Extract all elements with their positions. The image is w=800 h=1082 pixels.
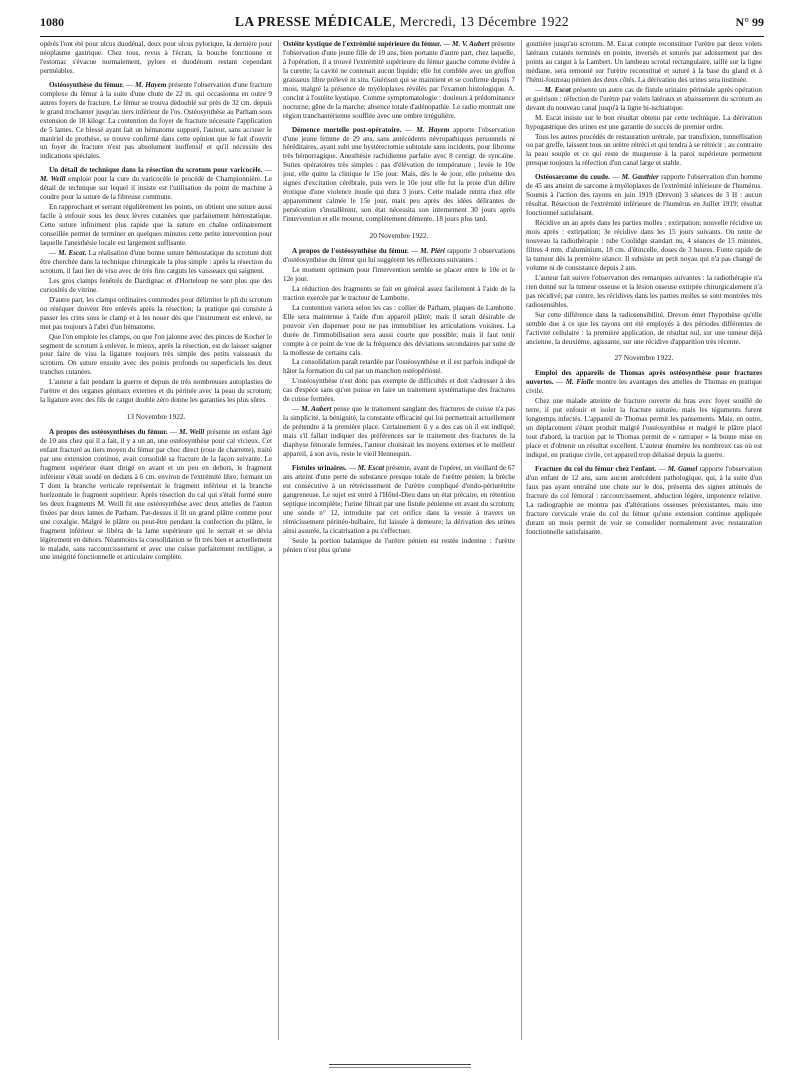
page-number: 1080	[40, 15, 64, 29]
article-heading: Emploi des appareils de Thomas après ostéosynthèse pour fractures ouvertes.	[526, 369, 762, 387]
paragraph: Chez une malade atteinte de fracture ouverte du bras avec foyer souillé de terre, il put enfouir et isoler la fracture suturée, mais les téguments furent longtemps infectés. L'appareil de Thomas permit les pansements. Mais, en outre, un déplacement s'étant produit malgré l'ostéosynthèse et malgré le plâtre placé tout d'abord, la traction par le Thomas permit de « rattraper » la bonne mise en place et d'obtenir un résultat excellent. L'auteur énumère les nombreux cas où est indiqué, en pratique civile, cet appareil trop délaissé depuis la guerre.	[526, 397, 762, 459]
article-heading: Un détail de technique dans la résection du scrotum pour varicocèle.	[49, 166, 263, 175]
article-femur-osteosynthesis-child: A propos des ostéosynthèses du fémur. — M. Weill présente un enfant âgé de 10 ans chez qui il a fait, il y a un an, une ostéosynthèse pour cal vicieux. Cet enfant fracturé au tiers moyen du fémur par choc direct (roue de charrette), traité par une extension continue, avait consolidé sa fracture de la façon suivante. Le fragment supérieur étant dirigé en avant et un peu en dehors, le fragment inférieur s'était soudé en dedans à 6 cm. environ de l'extrémité libre, formant un T dont la branche verticale représentait le fragment inférieur et la branche horizontale le fragment supérieur. Après résection du cal qui s'était formé entre les deux fragments M. Weill fit une ostéosynthèse avec deux attelles de l'auton fixées par deux lames de Parham. Par-dessus il fit un grand plâtre comme pour une coxalgie. Malgré le plâtre ou peut-être pendant la confection du plâtre, le fragment inférieur se libéra de la lame supérieure qui le serrait et se dévia légèrement en dehors. Néanmoins la consolidation se fit très bien et actuellement le malade, sans raccourcissement et avec une cuisse parfaitement rectiligne, a une intégrité fonctionnelle et articulaire complète.	[40, 428, 272, 562]
paragraph: L'auteur a fait pendant la guerre et depuis de très nombreuses autoplasties de l'urètre et des organes génitaux externes et du périnée avec la peau du scrotum; la ligature avec des fils de catgut double zéro donne les garanties les plus sûres.	[40, 378, 272, 405]
paragraph: La consolidation paraît retardée par l'ostéosynthèse et il est parfois indiqué de hâter la formation du cal par un manchon ostéopériosté.	[283, 358, 515, 376]
article-postoperative-dementia: Démence mortelle post-opératoire. — M. Hayem apporte l'observation d'une jeune femme de 29 ans, sans antécédents névropathiques personnels ni héréditaires, ayant subi une hystérectomie subtotale sans incidents, pour fibrome très hémorragique. Anesthésie rachidienne parfaite avec 8 centigr. de syncaïne. Suites opératoires très simples : pas d'élévation de température ; levée le 10e jour, elle quitte la clinique le 15e jour. Mais, dès le 4e jour, elle présente des signes d'excitation cérébrale, puis vers le 10e jour elle fut la proie d'un délire érotique d'une violence inouïe qui dura 3 jours. Cette malade rentra chez elle apparemment calmée le 15e jour, mais peu après des idées délirantes de persécution s'installèrent, son état nécessita son internement 30 jours après l'intervention et elle mourut, complètement démente, 18 jours plus tard.	[283, 125, 515, 224]
article-author: M. V. Aubert	[452, 40, 490, 48]
article-text: présente l'observation d'une jeune fille de 19 ans, bien portante d'autre part, chez laquelle, à l'opération, il a trouvé l'extrémité supérieure du fémur gauche comme évidée à la curette; la cavité ne contenait aucun liquide; elle fut comblée avec un greffon graisseux libre prélevé in situ. Guérison qui se maintient et se confirme depuis 7 mois, malgré la présence de myéloplaxes révélés par l'examen histologique. A. conclut à l'ostéite kystique. Comme symptomatologie : douleurs à prédominance nocturne; gêne de la marche; absence totale d'adénopathie. Le radio montrait une région tranchantérienne soufflée avec une ombre irrégulière.	[283, 40, 515, 120]
article-text: présente, avant de l'opérer, un vieillard de 67 ans atteint d'une perte de substance presque totale de l'urètre pénien; la brèche est consécutive à un rétrécissement de l'urètre compliqué d'endo-périurétrite gangreneuse. Le sujet est entré à l'Hôtel-Dieu dans un état précaire, en rétention septique incomplète; l'urine filtrait par une fistule pénienne en avant du scrotum; une sonde n° 12, introduite par cet orifice dans la vessie à travers un rétrécissement périnéo-bulbaire, fut laissée à demeure; la dérivation des urines ainsi assurée, la cicatrisation a pu s'effectuer.	[283, 463, 515, 535]
paragraph: En rapprochant et serrant régulièrement les points, on obtient une suture aussi facile à enfouir sous les deux lèvres cutanées que parfaitement hémostatique. Cette suture infiniment plus rapide que la suture en chaîne ordinairement conseillée permet de terminer en quelques minutes cette petite intervention pour laquelle l'anesthésie locale est largement suffisante.	[40, 203, 272, 248]
article-heading: A propos des ostéosynthèses du fémur.	[49, 428, 168, 437]
paragraph: La réduction des fragments se fait en général assez facilement à l'aide de la traction exercée par le tracteur de Lambotte.	[283, 284, 515, 302]
paragraph-text: présente un autre cas de fistule urinaire périnéale après opération et guérison : réfection de l'urètre par volets latéraux et abaissement du scrotum au devant du nouveau canal jusqu'à la ligne bi-ischiatique.	[526, 85, 762, 112]
article-author: M. Gamel	[667, 464, 698, 473]
article-author: M. Escat	[544, 85, 571, 94]
issue-number: N° 99	[735, 15, 764, 29]
article-author: M. Aubert	[301, 405, 332, 414]
column-1	[40, 40, 272, 1040]
article-heading: Ostéosynthèse du fémur.	[49, 80, 124, 89]
article-scrotum-resection: Un détail de technique dans la résection du scrotum pour varicocèle. — M. Weill emploie pour la cure du varicocèle le procédé de Championnière. Le détail de technique sur lequel il insiste est l'utilisation du point de machine à coudre pour la suture de la fibreuse commune.	[40, 166, 272, 202]
end-rule	[329, 1067, 471, 1068]
paragraph: L'ostéosynthèse n'est donc pas exempte de difficultés et doit s'adresser à des cas d'espèce sans qu'on puisse en faire un traitement systématique des fractures de cuisse fermées.	[283, 377, 515, 404]
article-text: montre les avantages des attelles de Thomas en pratique civile.	[526, 378, 762, 396]
paragraph: D'autre part, les clamps ordinaires commodes pour délimiter le pli du scrotum ou réséquer doivent être enlevés après la résection; la pratique qui consiste à passer les crins sous le clamp et à les nouer dès que l'instrument est enlevé, ne met pas toujours à l'abri d'un hématome.	[40, 295, 272, 331]
paragraph: Sur cette différence dans la radiosensibilité, Drevon émet l'hypothèse qu'elle semble due à ce que les rayons ont été employés à des périodes différentes de l'activité cellulaire : la première application, de résultat nul, sur une tumeur déjà ancienne, la deuxième, agissante, sur une récidive d'apparition très récente.	[526, 310, 762, 346]
article-cystic-osteitis: Ostéite kystique de l'extrémité supérieure du fémur. — M. V. Aubert présente l'observation d'une jeune fille de 19 ans, bien portante d'autre part, chez laquelle, à l'opération, il a trouvé l'extrémité supérieure du fémur gauche comme évidée à la curette; la cavité ne contenait aucun liquide; elle fut comblée avec un greffon graisseux libre prélevé in situ. Guérison qui se maintient et se confirme depuis 7 mois, malgré la présence de myéloplaxes révélés par l'examen histologique. A. conclut à l'ostéite kystique. Comme symptomatologie : douleurs à prédominance nocturne; gêne de la marche; absence totale d'adénopathie. Le radio montrait une région tranchantérienne soufflée avec une ombre irrégulière.	[283, 40, 515, 120]
article-heading: Ostéosarcome du coude.	[535, 173, 610, 182]
end-rule	[329, 1064, 471, 1065]
paragraph: — M. Aubert pense que le traitement sanglant des fractures de cuisse n'a pas la simplicité, la bénignité, la constante efficacité qui lui permettrait actuellement de prétendre à la première place. Certainement il y a des cas où il est indiqué; mais s'il fallait indiquer des préférences sur le traitement des fractures de la diaphyse fémorale fermées, l'auteur choisirait les moyens externes et le meilleur appareil, à son avis, reste le vieil Hennequin.	[283, 405, 515, 458]
paragraph: Récidive un an après dans les parties molles : extirpation; nouvelle récidive un mois après : extirpation; 3e récidive dans les 15 jours suivants. On tente de nouveau la radiothérapie : tube Coolidge standart nu, 4 séances de 15 minutes, filtres 4 mm. d'aluminium, 18 cm. d'étincelle, doses de 3 heures. Fonte rapide de la tumeur dès la première séance. Il subsiste un petit noyau qui n'a pas changé de volume ni de consistance depuis 2 ans.	[526, 219, 762, 272]
article-text: rapporte l'observation d'un homme de 45 ans atteint de sarcome à myéloplaxes de l'extrémité inférieure de l'humérus. Soumis à l'action des rayons en juin 1919 (Drevon) 3 séances de 3 H : aucun résultat. Résection de l'extrémité inférieure de l'humérus en Juillet 1919; résultat fonctionnel satisfaisant.	[526, 173, 762, 218]
article-author: M. Hayem	[416, 125, 450, 134]
session-date: 20 Novembre 1922.	[369, 231, 429, 241]
paragraph: — M. Escat présente un autre cas de fistule urinaire périnéale après opération et guérison : réfection de l'urètre par volets latéraux et abaissement du scrotum au devant du nouveau canal jusqu'à la ligne bi-ischiatique.	[526, 85, 762, 112]
paragraph-text: pense que le traitement sanglant des fractures de cuisse n'a pas la simplicité, la bénignité, la constante efficacité qui lui permettrait actuellement de prétendre à la première place. Certainement il y a des cas où il est indiqué; mais s'il fallait indiquer des préférences sur le traitement des fractures de la diaphyse fémorale fermées, l'auteur choisirait les moyens externes et le meilleur appareil, à son avis, reste le vieil Hennequin.	[283, 405, 515, 458]
article-author: M. Escat.	[58, 248, 87, 257]
article-femur-osteosynthesis: Ostéosynthèse du fémur. — M. Hayem présente l'observation d'une fracture complexe du fémur à la suite d'une chute de 22 m. qui occasionna en outre 9 autres foyers de fracture. Le fémur se trouva dédoublé sur près de 32 cm. depuis le grand trochanter jusqu'au tiers inférieur de l'os. Ostéosynthèse au Parham sous extension de 18 kilogr. La contention du foyer de fracture nécessite l'application de 5 lames. Ce blessé ayant fait un hématome suppuré, l'auteur, sans accuser le matériel de prothèse, se trouve confirmé dans cette opinion que le fait d'ouvrir un foyer de fracture n'est pas absolument inoffensif et qu'il nécessite des indications spéciales.	[40, 80, 272, 161]
paragraph: opérés l'ont été pour ulcus duodénal, deux pour ulcus pylorique, la dernière pour néoplasme gastrique. Chez tous, revus à l'écran, la bouche fonctionne et l'estomac s'évacue normalement, pylore et duodénum restant cependant perméables.	[40, 40, 272, 75]
article-heading: Fistules urinaires.	[292, 463, 347, 472]
page-header	[40, 14, 764, 37]
paragraph: M. Escat insiste sur le bon résultat obtenu par cette technique. La dérivation hypogastrique des urines est une garantie de succès de premier ordre.	[526, 113, 762, 131]
column-2	[283, 40, 515, 1040]
paragraph: La contention variera selon les cas : collier de Parham, plaques de Lambotte. Elle sera maintenue à l'aide d'un appareil plâtré; mais il serait désirable de pouvoir s'en dispenser pour ne pas immobiliser les articulations voisines. La durée de l'immobilisation sera aussi courte que possible; mais il faut tenir compte à ce point de vue de la fréquence des déviations secondaires par suite de la mollesse de certains cals.	[283, 303, 515, 357]
article-text: rapporte 3 observations d'ostéosynthèse du fémur qui lui suggèrent les réflexions suivantes :	[283, 247, 515, 264]
paragraph: Tous les autres procédés de restauration urétrale, par transfixion, tunnellisation ou par greffe, laissent tous un urètre rétréci et qui tendra à se rétrécir ; au contraire la peau souple et ce qui reste de muqueuse à la paroi supérieure permettent presque toujours la réfection d'un canal large et stable.	[526, 132, 762, 168]
article-heading: Démence mortelle post-opératoire.	[292, 125, 402, 134]
column-divider	[278, 40, 279, 1040]
column-3	[526, 40, 762, 1040]
article-text: présente l'observation d'une fracture complexe du fémur à la suite d'une chute de 22 m. qui occasionna en outre 9 autres foyers de fracture. Le fémur se trouva dédoublé sur près de 32 cm. depuis le grand trochanter jusqu'au tiers inférieur de l'os. Ostéosynthèse au Parham sous extension de 18 kilogr. La contention du foyer de fracture nécessite l'application de 5 lames. Ce blessé ayant fait un hématome suppuré, l'auteur, sans accuser le matériel de prothèse, se trouve confirmé dans cette opinion que le fait d'ouvrir un foyer de fracture n'est pas absolument inoffensif et qu'il nécessite des indications spéciales.	[40, 80, 272, 161]
paragraph-text: La réalisation d'une bonne suture hémostatique du scrotum doit être cherchée dans la technique chirurgicale la plus simple : après la résection du scrotum, il faut lier de visu avec de très fins catguts les vaisseaux qui saignent.	[40, 248, 272, 275]
session-date: 13 Novembre 1922.	[126, 412, 186, 422]
journal-title-line	[40, 14, 764, 30]
article-author: M. Weill	[40, 175, 66, 184]
article-heading: Ostéite kystique de l'extrémité supérieure du fémur.	[283, 40, 442, 48]
article-text: présente un enfant âgé de 10 ans chez qui il a fait, il y a un an, une ostéosynthèse pour cal vicieux. Cet enfant fracturé au tiers moyen du fémur par choc direct (roue de charrette), traité par une extension continue, avait consolidé sa fracture de la façon suivante. Le fragment supérieur étant dirigé en avant et un peu en dehors, le fragment inférieur s'était soudé en dedans à 6 cm. environ de l'extrémité libre, formant un T dont la branche verticale représentait le fragment inférieur et la branche horizontale le fragment supérieur. Après résection du cal qui s'était formé entre les deux fragments M. Weill fit une ostéosynthèse avec deux attelles de l'auton fixées par deux lames de Parham. Par-dessus il fit un grand plâtre comme pour une coxalgie. Malgré le plâtre ou peut-être pendant la confection du plâtre, le fragment inférieur se libéra de la lame supérieure qui le serrait et se dévia légèrement en dehors. Néanmoins la consolidation se fit très bien et actuellement le malade, sans raccourcissement et avec une cuisse parfaitement rectiligne, a une intégrité fonctionnelle et articulaire complète.	[40, 428, 272, 562]
article-author: M. Escat	[357, 463, 385, 472]
article-text: emploie pour la cure du varicocèle le procédé de Championnière. Le détail de technique sur lequel il insiste est l'utilisation du point de machine à coudre pour la suture de la fibreuse commune.	[40, 175, 272, 202]
article-author: M. Piéri	[420, 247, 445, 256]
article-femoral-neck-fracture-child: Fracture du col du fémur chez l'enfant. — M. Gamel rapporte l'observation d'un enfant de 12 ans, sans aucun antécédent pathologique, qui, à la suite d'un faux pas ayant entraîné une chute sur le dos, présenta des signes atténués de fracture du col fémoral : raccourcissement, abduction légère, impotence relative. La radiographie ne montra pas d'altérations osseuses préexistantes, mais une fracture cervicale vraie du col du fémur qu'une extension continue appliquée durant un mois permit de voir se consolider normalement avec restauration fonctionnelle satisfaisante.	[526, 464, 762, 536]
article-heading: Fracture du col du fémur chez l'enfant.	[535, 464, 657, 473]
paragraph: — M. Escat. La réalisation d'une bonne suture hémostatique du scrotum doit être cherchée dans la technique chirurgicale la plus simple : après la résection du scrotum, il faut lier de visu avec de très fins catguts les vaisseaux qui saignent.	[40, 248, 272, 275]
paragraph: Le moment optimum pour l'intervention semble se placer entre le 10e et le 12e jour.	[283, 265, 515, 283]
paragraph: Les gros clamps fenêtrés de Dardignac et d'Horteloup ne sont plus que des curiosités de vitrine.	[40, 276, 272, 294]
article-femur-osteosynthesis-pieri: A propos de l'ostéosynthèse du fémur. — M. Piéri rapporte 3 observations d'ostéosynthèse du fémur qui lui suggèrent les réflexions suivantes :	[283, 247, 515, 264]
article-text: rapporte l'observation d'un enfant de 12 ans, sans aucun antécédent pathologique, qui, à la suite d'un faux pas ayant entraîné une chute sur le dos, présenta des signes atténués de fracture du col fémoral : raccourcissement, abduction légère, impotence relative. La radiographie ne montra pas d'altérations osseuses préexistantes, mais une fracture cervicale vraie du col du fémur qu'une extension continue appliquée durant un mois permit de voir se consolider normalement avec restauration fonctionnelle satisfaisante.	[526, 464, 762, 536]
article-author: M. Fiolle	[565, 378, 594, 387]
session-date: 27 Novembre 1922.	[614, 353, 674, 363]
article-author: M. Weill	[179, 428, 205, 437]
paragraph: gouttière jusqu'au scrotum. M. Escat compte reconstituer l'urètre par deux volets latéraux cutanés terminés en pointe, inversés et suturés par adossement par des points au catgut à la Lambert. Un lambeau scrotal rectangulaire, taillé sur la ligne médiane, sera remonté sur l'urètre reconstitué et suturé à la base du gland et à l'hémi-fourreau pénien des deux côtés. La dérivation des urines sera instituée.	[526, 40, 762, 84]
paragraph: L'auteur fait suivre l'observation des remarques suivantes : la radiothérapie n'a rien donné sur la tumeur osseuse et la lésion osseuse extirpée chirurgicalement n'a pas récidivé; par contre, les récidives dans les parties molles se sont montrées très radiosensibles.	[526, 273, 762, 309]
journal-name: LA PRESSE MÉDICALE	[234, 14, 393, 29]
article-author: M. Hayem	[135, 80, 167, 89]
paragraph: Seule la portion balanique de l'urètre pénien est restée indemne : l'urètre pénien n'est plus qu'une	[283, 536, 515, 554]
article-thomas-splints: Emploi des appareils de Thomas après ostéosynthèse pour fractures ouvertes. — M. Fiolle montre les avantages des attelles de Thomas en pratique civile.	[526, 369, 762, 396]
column-divider	[521, 40, 522, 1040]
issue-date: , Mercredi, 13 Décembre 1922	[392, 14, 570, 29]
article-urinary-fistulas: Fistules urinaires. — M. Escat présente, avant de l'opérer, un vieillard de 67 ans atteint d'une perte de substance presque totale de l'urètre pénien; la brèche est consécutive à un rétrécissement de l'urètre compliqué d'endo-périurétrite gangreneuse. Le sujet est entré à l'Hôtel-Dieu dans un état précaire, en rétention septique incomplète; l'urine filtrait par une fistule pénienne en avant du scrotum; une sonde n° 12, introduite par cet orifice dans la vessie à travers un rétrécissement périnéo-bulbaire, fut laissée à demeure; la dérivation des urines ainsi assurée, la cicatrisation a pu s'effectuer.	[283, 463, 515, 535]
article-author: M. Gauthier	[621, 173, 659, 182]
article-heading: A propos de l'ostéosynthèse du fémur.	[292, 247, 409, 256]
article-text: apporte l'observation d'une jeune femme de 29 ans, sans antécédents névropathiques personnels ni héréditaires, ayant subi une hystérectomie subtotale sans incidents, pour fibrome très hémorragique. Anesthésie rachidienne parfaite avec 8 centigr. de syncaïne. Suites opératoires très simples : pas d'élévation de température ; levée le 10e jour, elle quitte la clinique le 15e jour. Mais, dès le 4e jour, elle présente des signes d'excitation cérébrale, puis vers le 10e jour elle fut la proie d'un délire érotique d'une violence inouïe qui dura 3 jours. Cette malade rentra chez elle apparemment calmée le 15e jour, mais peu après des idées délirantes de persécution s'installèrent, son état nécessita son internement 30 jours après l'intervention et elle mourut, complètement démente, 18 jours plus tard.	[283, 125, 515, 224]
paragraph: Que l'on emploie les clamps, ou que l'on jalonne avec des pinces de Kocher le segment de scrotum à enlever, le mieux, après la résection, est de laisser saigner pour faire de visu la ligature toujours très simple des petits vaisseaux du scrotum. On suture ensuite avec des points profonds ou superficiels les deux tranches cutanées.	[40, 332, 272, 377]
article-elbow-osteosarcoma: Ostéosarcome du coude. — M. Gauthier rapporte l'observation d'un homme de 45 ans atteint de sarcome à myéloplaxes de l'extrémité inférieure de l'humérus. Soumis à l'action des rayons en juin 1919 (Drevon) 3 séances de 3 H : aucun résultat. Résection de l'extrémité inférieure de l'humérus en Juillet 1919; résultat fonctionnel satisfaisant.	[526, 173, 762, 218]
